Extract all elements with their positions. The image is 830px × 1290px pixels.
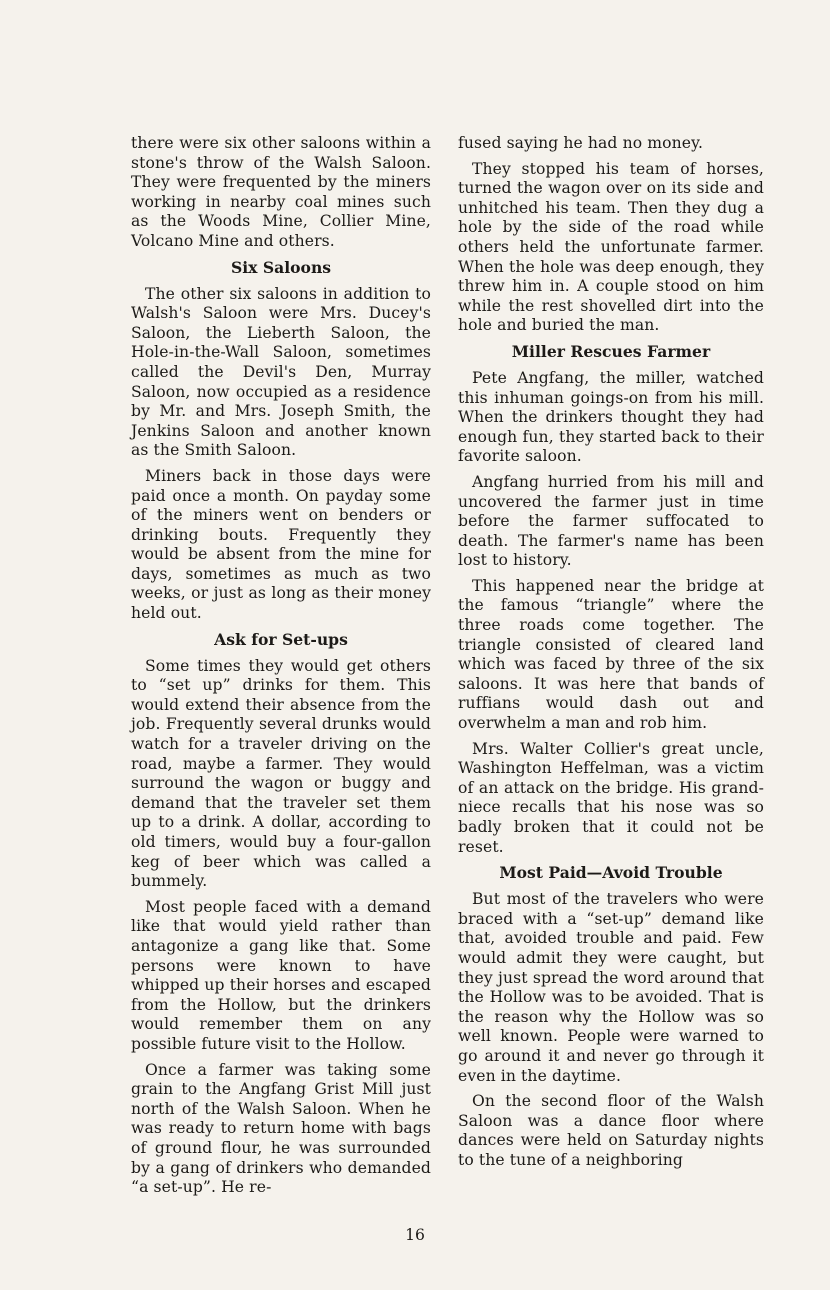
section-heading-miller-rescues-farmer: Miller Rescues Farmer — [511, 341, 711, 361]
paragraph: Mrs. Walter Collier's great uncle, Washington Heffelman, was a victim of an attack on the bridge. His grand-niece recalls that his nose was so badly broken that it could not be reset. — [458, 739, 764, 856]
paragraph: Pete Angfang, the miller, watched this inhuman goings-on from his mill. When the drinkers thought they had enough fun, they started back to their favorite saloon. — [458, 368, 764, 466]
paragraph: They stopped his team of horses, turned the wagon over on its side and unhitched his team. Then they dug a hole by the side of the road while others held the unfortunate farmer. When the hole was deep enough, they threw him in. A couple stood on him while the rest shovelled dirt into the hole and buried the man. — [458, 159, 764, 335]
paragraph: fused saying he had no money. — [458, 134, 703, 152]
section-heading-ask-for-set-ups: Ask for Set-ups — [214, 629, 348, 649]
left-column — [131, 134, 431, 1204]
section-heading-six-saloons: Six Saloons — [230, 257, 332, 277]
page-number: 16 — [405, 1226, 425, 1244]
paragraph: But most of the travelers who were braced with a “set-up” demand like that, avoided trouble and paid. Few would admit they were caught, but they just spread the word around that the Hollow was to be avoided. That is the reason why the Hollow was so well known. People were warned to go around it and never go through it even in the daytime. — [458, 890, 764, 1085]
paragraph: Miners back in those days were paid once a month. On payday some of the miners went on benders or drinking bouts. Frequently they would be absent from the mine for days, sometimes as much as two weeks, or just as long as their money held out. — [131, 466, 431, 623]
paragraph: Most people faced with a demand like that would yield rather than antagonize a gang like that. Some persons were known to have whipped up their horses and escaped from the Hollow, but the drinkers would remember them on any possible future visit to the Hollow. — [131, 897, 431, 1053]
paragraph: Angfang hurried from his mill and uncovered the farmer just in time before the farmer suffocated to death. The farmer's name has been lost to history. — [458, 472, 764, 570]
paragraph: Once a farmer was taking some grain to the Angfang Grist Mill just north of the Walsh Saloon. When he was ready to return home with bags of ground flour, he was surrounded by a gang of drinkers who demanded “a set-up”. He re- — [131, 1060, 431, 1197]
paragraph: This happened near the bridge at the famous “triangle” where the three roads come together. The triangle consisted of cleared land which was faced by three of the six saloons. It was here that bands of ruffians would dash out and overwhelm a man and rob him. — [458, 576, 764, 733]
paragraph: On the second floor of the Walsh Saloon was a dance floor where dances were held on Saturday nights to the tune of a neighboring — [458, 1092, 764, 1169]
right-column — [458, 134, 764, 1177]
section-heading-most-paid-avoid-trouble: Most Paid—Avoid Trouble — [499, 863, 723, 883]
paragraph: The other six saloons in addition to Walsh's Saloon were Mrs. Ducey's Saloon, the Lieberth Saloon, the Hole-in-the-Wall Saloon, sometimes called the Devil's Den, Murray Saloon, now occupied as a residence by Mr. and Mrs. Joseph Smith, the Jenkins Saloon and another known as the Smith Saloon. — [131, 284, 431, 460]
paragraph: there were six other saloons within a stone's throw of the Walsh Saloon. They were frequented by the miners working in nearby coal mines such as the Woods Mine, Collier Mine, Volcano Mine and others. — [131, 134, 431, 250]
paragraph: Some times they would get others to “set up” drinks for them. This would extend their absence from the job. Frequently several drunks would watch for a traveler driving on the road, maybe a farmer. They would surround the wagon or buggy and demand that the traveler set them up to a drink. A dollar, according to old timers, would buy a four-gallon keg of beer which was called a bummely. — [131, 656, 431, 891]
